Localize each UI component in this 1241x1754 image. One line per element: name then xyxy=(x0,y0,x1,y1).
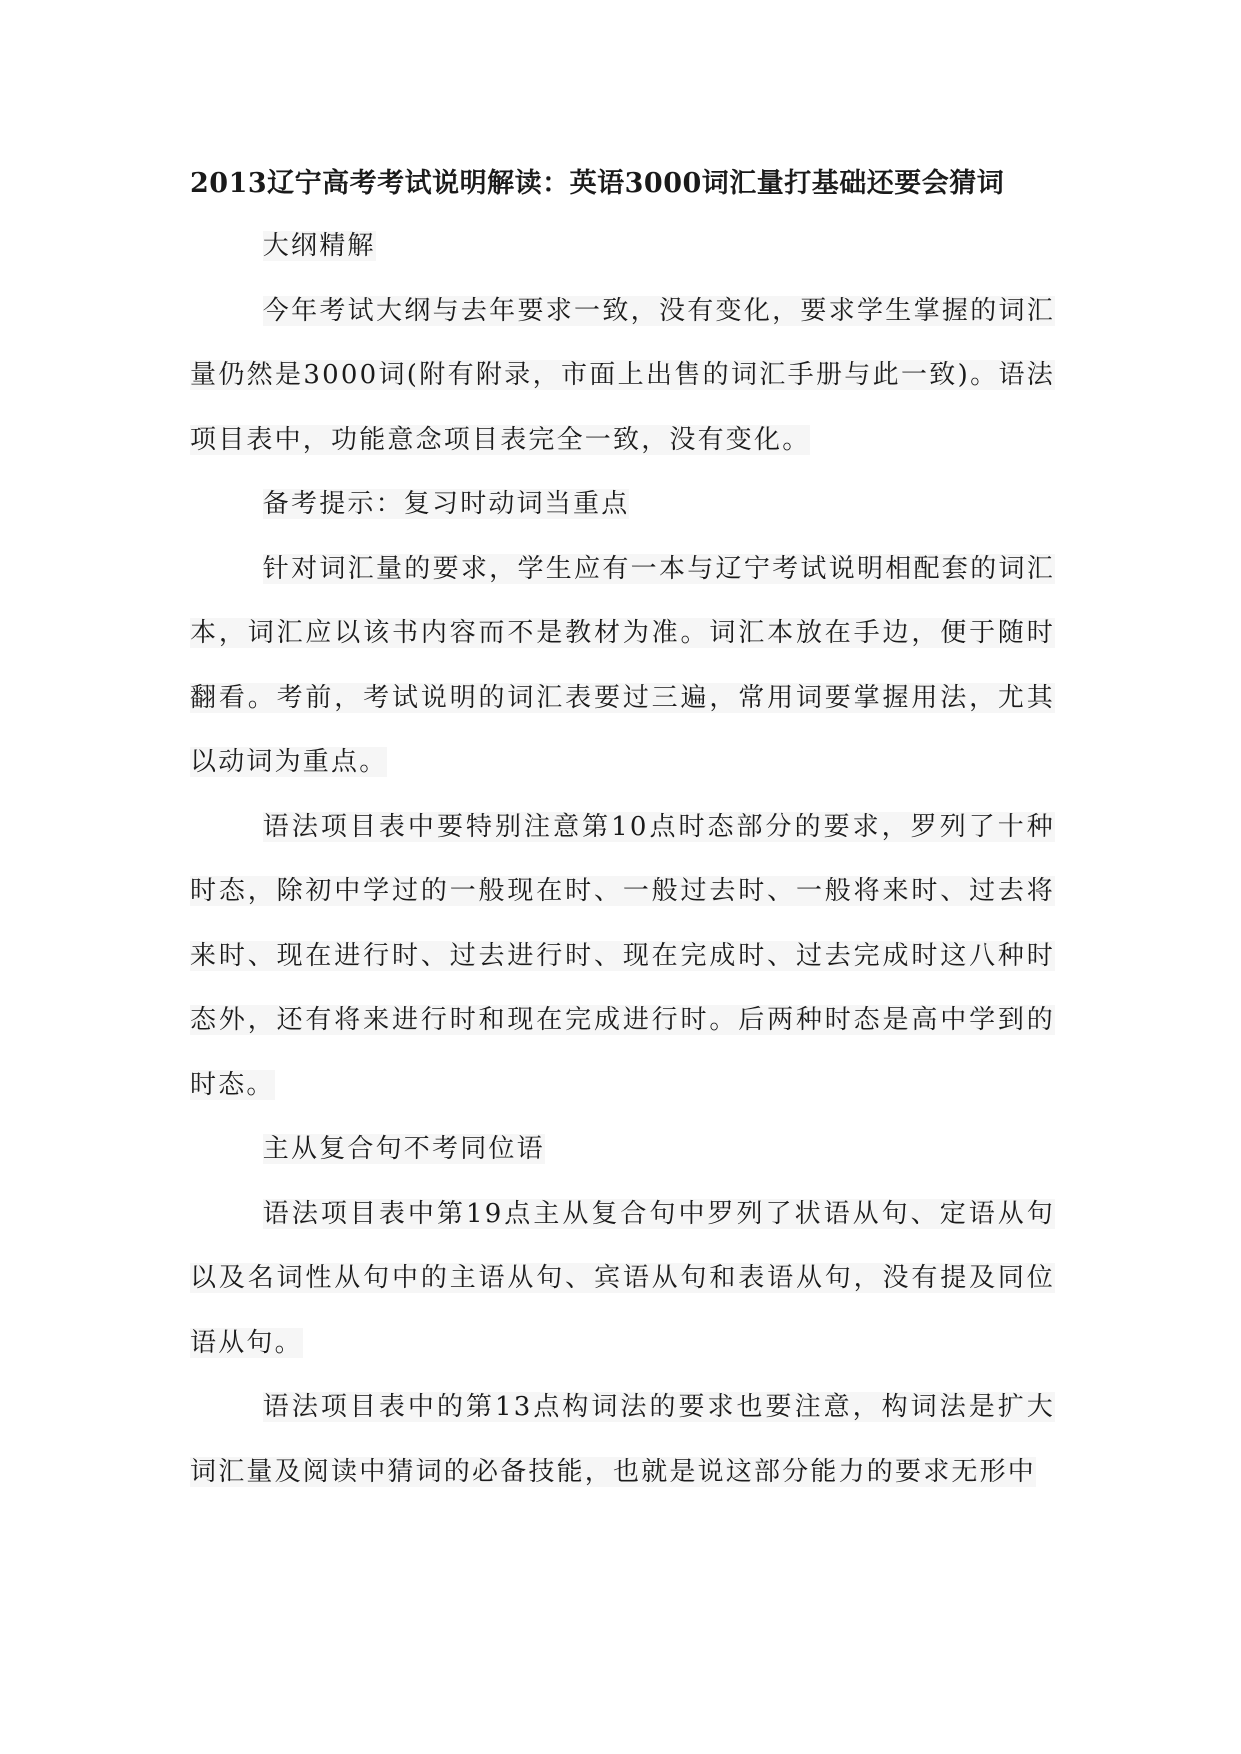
paragraph xyxy=(190,795,1055,1118)
paragraph xyxy=(190,1182,1055,1376)
document-page xyxy=(190,158,1055,1504)
section-heading-tips xyxy=(190,472,1055,537)
paragraph xyxy=(190,279,1055,473)
paragraph-text: 针对词汇量的要求，学生应有一本与辽宁考试说明相配套的词汇本，词汇应以该书内容而不是教材为准。词汇本放在手边，便于随时翻看。考前，考试说明的词汇表要过三遍，常用词要掌握用法，尤其以动词为重点。 xyxy=(190,553,1055,777)
paragraph xyxy=(190,1375,1055,1504)
paragraph xyxy=(190,537,1055,795)
paragraph-text: 大纲精解 xyxy=(262,231,376,261)
paragraph-text: 语法项目表中第19点主从复合句中罗列了状语从句、定语从句以及名词性从句中的主语从句、宾语从句和表语从句，没有提及同位语从句。 xyxy=(190,1198,1055,1358)
paragraph-text: 今年考试大纲与去年要求一致，没有变化，要求学生掌握的词汇量仍然是3000词(附有附录，市面上出售的词汇手册与此一致)。语法项目表中，功能意念项目表完全一致，没有变化。 xyxy=(190,295,1055,455)
section-heading-outline xyxy=(190,214,1055,279)
paragraph-text: 语法项目表中要特别注意第10点时态部分的要求，罗列了十种时态，除初中学过的一般现在时、一般过去时、一般将来时、过去将来时、现在进行时、过去进行时、现在完成时、过去完成时这八种时态外，还有将来进行时和现在完成进行时。后两种时态是高中学到的时态。 xyxy=(190,811,1055,1100)
paragraph-text: 备考提示：复习时动词当重点 xyxy=(262,489,630,519)
paragraph-text: 语法项目表中的第13点构词法的要求也要注意，构词法是扩大词汇量及阅读中猜词的必备技能，也就是说这部分能力的要求无形中 xyxy=(190,1392,1055,1487)
paragraph-text: 主从复合句不考同位语 xyxy=(262,1134,545,1164)
document-title: 2013辽宁高考考试说明解读：英语3000词汇量打基础还要会猜词 xyxy=(190,168,1005,199)
section-heading-clauses xyxy=(190,1117,1055,1182)
